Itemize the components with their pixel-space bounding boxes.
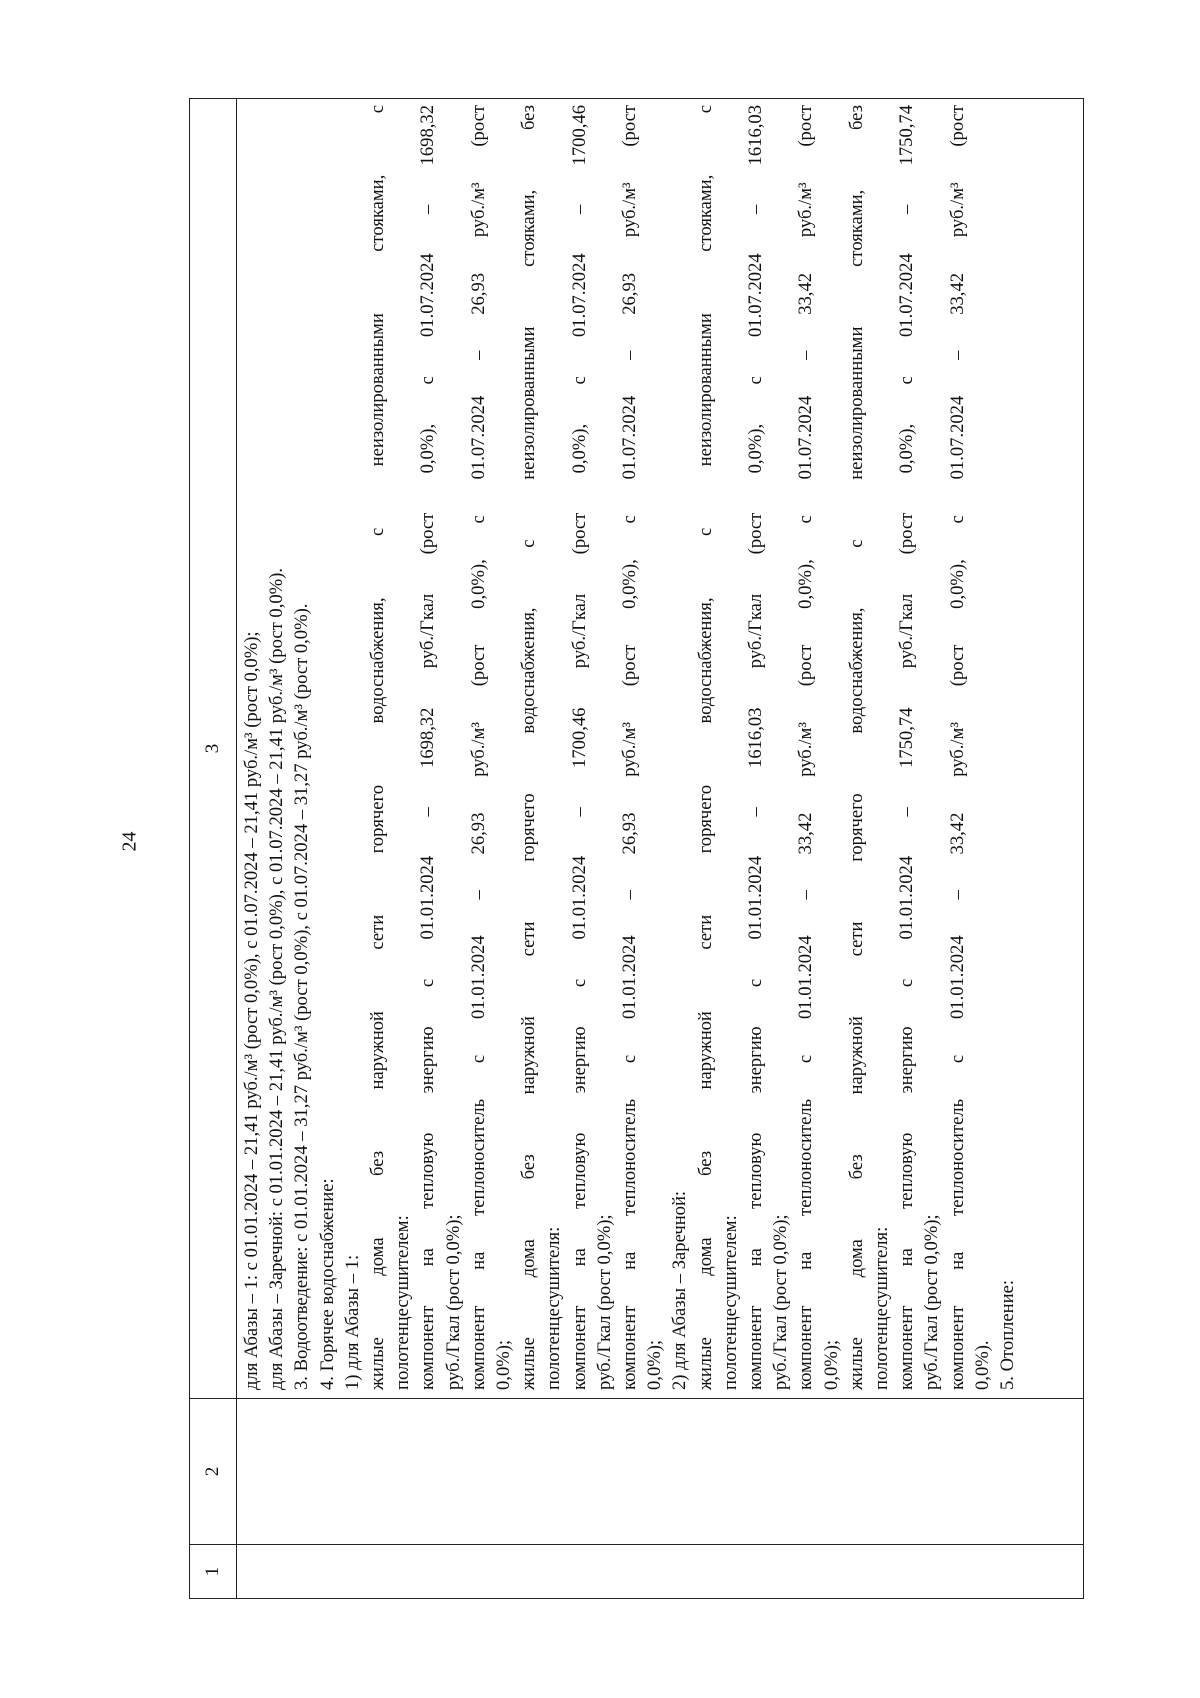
text-line: 2) для Абазы – Заречной: xyxy=(669,1190,691,1390)
text-line: компонент на тепловую энергию с 01.01.2024 – 1750,74 руб./Гкал (рост 0,0%), с 01.07.2024 – 1750,74 xyxy=(896,105,918,1390)
text-line: руб./Гкал (рост 0,0%); xyxy=(770,1214,792,1390)
column-header-3: 3 xyxy=(190,99,237,1399)
text-line: компонент на теплоноситель с 01.01.2024 – 26,93 руб./м³ (рост 0,0%), с 01.07.2024 – 26,93 руб./м³ (рост xyxy=(619,105,641,1390)
text-line: 0,0%); xyxy=(493,1339,515,1390)
column-header-2: 2 xyxy=(190,1399,237,1545)
text-line: компонент на теплоноситель с 01.01.2024 – 33,42 руб./м³ (рост 0,0%), с 01.07.2024 – 33,42 руб./м³ (рост xyxy=(946,105,968,1390)
text-line: жилые дома без наружной сети горячего водоснабжения, с неизолированными стояками, без xyxy=(845,105,867,1390)
cell-col-3 xyxy=(237,99,1084,1399)
cell-col-1 xyxy=(237,1545,1084,1599)
text-line: 5. Отопление: xyxy=(997,1279,1019,1390)
text-line: компонент на тепловую энергию с 01.01.2024 – 1698,32 руб./Гкал (рост 0,0%), с 01.07.2024 – 1698,32 xyxy=(417,105,439,1390)
text-line: руб./Гкал (рост 0,0%); xyxy=(921,1214,943,1390)
text-line: полотенцесушителем: xyxy=(719,1215,741,1390)
text-line: компонент на теплоноситель с 01.01.2024 – 33,42 руб./м³ (рост 0,0%), с 01.07.2024 – 33,42 руб./м³ (рост xyxy=(795,105,817,1390)
rotated-sheet xyxy=(189,99,1084,1599)
text-line: 0,0%); xyxy=(820,1339,842,1390)
tariff-text xyxy=(237,99,1020,1398)
text-line: жилые дома без наружной сети горячего водоснабжения, с неизолированными стояками, с xyxy=(367,105,389,1390)
column-header-1: 1 xyxy=(190,1545,237,1599)
text-line: 0,0%). xyxy=(971,1340,993,1390)
text-line: для Абазы – 1: с 01.01.2024 – 21,41 руб./м³ (рост 0,0%), с 01.07.2024 – 21,41 руб./м³ (рост 0,0%); xyxy=(241,631,262,1390)
table-body-row xyxy=(237,99,1084,1599)
text-line: компонент на тепловую энергию с 01.01.2024 – 1616,03 руб./Гкал (рост 0,0%), с 01.07.2024 – 1616,03 xyxy=(745,105,767,1390)
table-header-row xyxy=(190,99,237,1599)
cell-col-2 xyxy=(237,1399,1084,1545)
page-number: 24 xyxy=(118,831,141,852)
text-line: полотенцесушителем: xyxy=(392,1215,414,1390)
text-line: полотенцесушителя: xyxy=(871,1226,893,1390)
text-line: 1) для Абазы – 1: xyxy=(341,1254,363,1390)
tariff-table xyxy=(189,98,1084,1599)
text-line: жилые дома без наружной сети горячего водоснабжения, с неизолированными стояками, с xyxy=(694,105,716,1390)
text-line: руб./Гкал (рост 0,0%); xyxy=(593,1214,615,1390)
text-line: компонент на теплоноситель с 01.01.2024 – 26,93 руб./м³ (рост 0,0%), с 01.07.2024 – 26,93 руб./м³ (рост xyxy=(467,105,489,1390)
text-line: жилые дома без наружной сети горячего водоснабжения, с неизолированными стояками, без xyxy=(518,105,540,1390)
text-line: 4. Горячее водоснабжение: xyxy=(316,1178,338,1390)
text-line: руб./Гкал (рост 0,0%); xyxy=(442,1214,464,1390)
text-line: полотенцесушителя: xyxy=(543,1226,565,1390)
text-line: для Абазы – Заречной: с 01.01.2024 – 21,41 руб./м³ (рост 0,0%), с 01.07.2024 – 21,41 руб./м³ (рост 0,0%). xyxy=(266,568,288,1390)
text-line: 3. Водоотведение: с 01.01.2024 – 31,27 руб./м³ (рост 0,0%), с 01.07.2024 – 31,27 руб./м³ (рост 0,0%). xyxy=(291,603,313,1390)
text-line: компонент на тепловую энергию с 01.01.2024 – 1700,46 руб./Гкал (рост 0,0%), с 01.07.2024 – 1700,46 xyxy=(568,105,590,1390)
text-line: 0,0%); xyxy=(644,1339,666,1390)
